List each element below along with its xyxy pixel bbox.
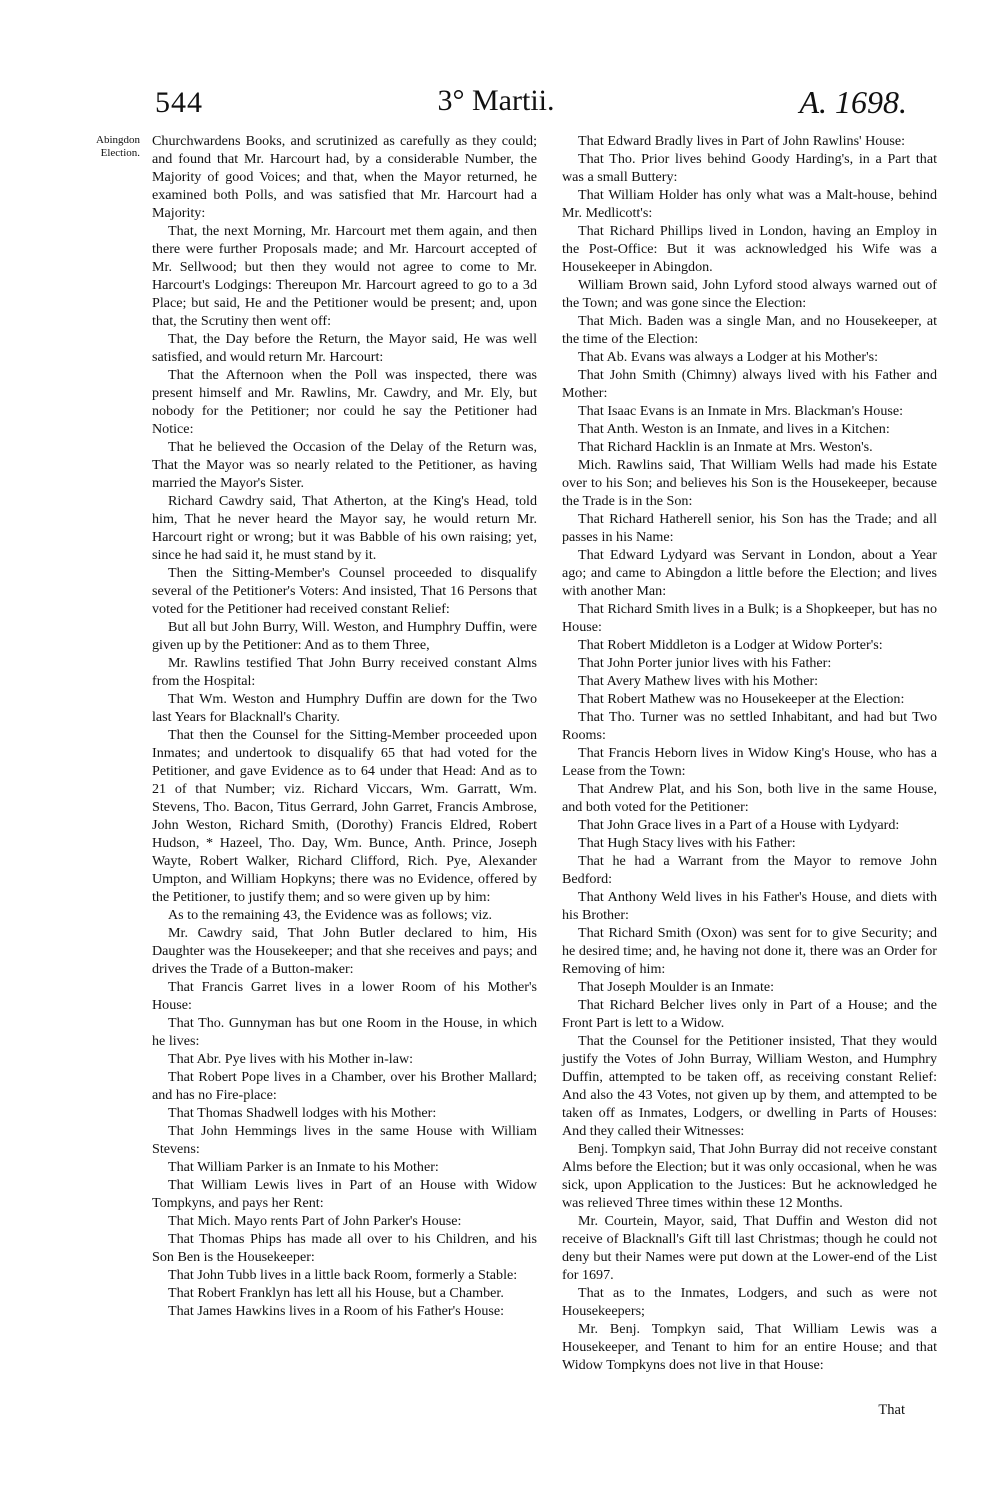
paragraph: That Thomas Shadwell lodges with his Mother: — [168, 1105, 437, 1121]
paragraph: That Ab. Evans was always a Lodger at his Mother's: — [578, 349, 879, 365]
paragraph: That William Parker is an Inmate to his Mother: — [168, 1159, 439, 1175]
page-year: A. 1698. — [799, 84, 907, 120]
paragraph: That William Holder has only what was a Malt-house, behind Mr. Medlicott's: — [562, 187, 937, 221]
paragraph: That Andrew Plat, and his Son, both live in the same House, and both voted for the Petitioner: — [562, 781, 937, 815]
paragraph: That Richard Smith (Oxon) was sent for to give Security; and he desired time; and, he having not done it, there was an Order for Removing of him: — [562, 925, 937, 977]
paragraph: That John Porter junior lives with his Father: — [578, 655, 832, 671]
paragraph: That, the Day before the Return, the Mayor said, He was well satisfied, and would return Mr. Harcourt: — [152, 331, 537, 365]
paragraph: That he believed the Occasion of the Delay of the Return was, That the Mayor was so nearly related to the Petitioner, as having married the Mayor's Sister. — [152, 439, 537, 491]
paragraph: That Robert Pope lives in a Chamber, over his Brother Mallard; and has no Fire-place: — [152, 1069, 537, 1103]
paragraph: That Francis Garret lives in a lower Room of his Mother's House: — [152, 979, 537, 1013]
paragraph: William Brown said, John Lyford stood always warned out of the Town; and was gone since the Election: — [562, 277, 937, 311]
paragraph: That Edward Lydyard was Servant in London, about a Year ago; and came to Abingdon a little before the Election; and lives with another Man: — [562, 547, 937, 599]
paragraph: That William Lewis lives in Part of an House with Widow Tompkyns, and pays her Rent: — [152, 1177, 537, 1211]
paragraph: That the Counsel for the Petitioner insisted, That they would justify the Votes of John Burray, William Weston, and Humphry Duffin, attempted to be taken off, as receiving constant Relief: And also the 43 Votes, not given up by them, and attempted to be taken off as Inmates, Lodgers, or dwelling in Parts of Houses: And they called their Witnesses: — [562, 1033, 937, 1139]
paragraph: That Mich. Baden was a single Man, and no Housekeeper, at the time of the Election: — [562, 313, 937, 347]
paragraph: That Tho. Prior lives behind Goody Harding's, in a Part that was a small Buttery: — [562, 151, 937, 185]
paragraph: Mr. Cawdry said, That John Butler declared to him, His Daughter was the Housekeeper; and that she receives and pays; and drives the Trade of a Button-maker: — [152, 925, 537, 977]
paragraph: As to the remaining 43, the Evidence was as follows; viz. — [168, 907, 493, 923]
paragraph: That Thomas Phips has made all over to his Children, and his Son Ben is the Housekeeper: — [152, 1231, 537, 1265]
paragraph: That the Afternoon when the Poll was inspected, there was present himself and Mr. Rawlins, Mr. Cawdry, and Mr. Ely, but nobody for the Petitioner; nor could he say the Petitioner had Notice: — [152, 367, 537, 437]
paragraph: That Richard Hatherell senior, his Son has the Trade; and all passes in his Name: — [562, 511, 937, 545]
paragraph: That Francis Heborn lives in Widow King's House, who has a Lease from the Town: — [562, 745, 937, 779]
paragraph: Benj. Tompkyn said, That John Burray did not receive constant Alms before the Election; but it was only occasional, when he was sick, upon Application to the Justices: But he acknowledged he was relieved Three times within these 12 Months. — [562, 1141, 937, 1211]
paragraph: That Robert Middleton is a Lodger at Widow Porter's: — [578, 637, 883, 653]
paragraph: That John Tubb lives in a little back Room, formerly a Stable: — [168, 1267, 518, 1283]
paragraph: That Tho. Turner was no settled Inhabitant, and had but Two Rooms: — [562, 709, 937, 743]
page-number: 544 — [155, 86, 203, 119]
paragraph: But all but John Burry, Will. Weston, and Humphry Duffin, were given up by the Petitioner: And as to them Three, — [152, 619, 537, 653]
paragraph: That Isaac Evans is an Inmate in Mrs. Blackman's House: — [578, 403, 904, 419]
paragraph: That then the Counsel for the Sitting-Member proceeded upon Inmates; and undertook to disqualify 65 that had voted for the Petitioner, and gave Evidence as to 64 under that Head: And as to 21 of that Number; viz. Richard Viccars, Wm. Garratt, Wm. Stevens, Tho. Bacon, Titus Gerrard, John Garret, Francis Ambrose, John Weston, Richard Smith, (Dorothy) Francis Eldred, Robert Hudson, * Hazeel, Tho. Day, Wm. Bunce, Anth. Prince, Joseph Wayte, Robert Walker, Richard Clifford, Rich. Pye, Alexander Umpton, and William Hopkyns; there was no Evidence, offered by the Petitioner, to justify them; and so were given up by him: — [152, 727, 537, 905]
paragraph: That John Smith (Chimny) always lived with his Father and Mother: — [562, 367, 937, 401]
paragraph: That John Grace lives in a Part of a House with Lydyard: — [578, 817, 900, 833]
margin-note: Abingdon Election. — [96, 134, 140, 159]
catchword: That — [878, 1402, 905, 1418]
paragraph: That Edward Bradly lives in Part of John Rawlins' House: — [578, 133, 906, 149]
paragraph: That Anthony Weld lives in his Father's House, and diets with his Brother: — [562, 889, 937, 923]
paragraph: That Avery Mathew lives with his Mother: — [578, 673, 819, 689]
paragraph: That Hugh Stacy lives with his Father: — [578, 835, 796, 851]
page-date-heading: 3° Martii. — [437, 84, 555, 117]
paragraph: That Joseph Moulder is an Inmate: — [578, 979, 775, 995]
paragraph: That Tho. Gunnyman has but one Room in the House, in which he lives: — [152, 1015, 537, 1049]
paragraph: Mich. Rawlins said, That William Wells had made his Estate over to his Son; and believes his Son is the Housekeeper, because the Trade is in the Son: — [562, 457, 937, 509]
paragraph: That, the next Morning, Mr. Harcourt met them again, and then there were further Proposals made; and Mr. Harcourt accepted of Mr. Sellwood; but then they would not agree to come to Mr. Harcourt's Lodgings: Thereupon Mr. Harcourt agreed to go to a 3d Place; but said, He and the Petitioner would be present; and, upon that, the Scrutiny then went off: — [152, 223, 537, 329]
paragraph: That Richard Hacklin is an Inmate at Mrs. Weston's. — [578, 439, 873, 455]
paragraph: That Anth. Weston is an Inmate, and lives in a Kitchen: — [578, 421, 890, 437]
paragraph: Mr. Benj. Tompkyn said, That William Lewis was a Housekeeper, and Tenant to him for an entire House; and that Widow Tompkyns does not live in that House: — [562, 1321, 937, 1373]
left-column — [152, 132, 537, 1320]
paragraph: That Richard Phillips lived in London, having an Employ in the Post-Office: But it was acknowledged his Wife was a Housekeeper in Abingdon. — [562, 223, 937, 275]
paragraph: Mr. Rawlins testified That John Burry received constant Alms from the Hospital: — [152, 655, 537, 689]
paragraph: That Richard Belcher lives only in Part of a House; and the Front Part is lett to a Widow. — [562, 997, 937, 1031]
paragraph: Then the Sitting-Member's Counsel proceeded to disqualify several of the Petitioner's Voters: And insisted, That 16 Persons that voted for the Petitioner had received constant Relief: — [152, 565, 537, 617]
paragraph: Mr. Courtein, Mayor, said, That Duffin and Weston did not receive of Blacknall's Gift till last Christmas; though he could not deny but their Names were put down at the Lower-end of the List for 1697. — [562, 1213, 937, 1283]
paragraph: Richard Cawdry said, That Atherton, at the King's Head, told him, That he never heard the Mayor say, he would return Mr. Harcourt right or wrong; but it was Babble of his own raising; yet, since he had said it, he must stand by it. — [152, 493, 537, 563]
paragraph: That Abr. Pye lives with his Mother in-law: — [168, 1051, 414, 1067]
paragraph: That Richard Smith lives in a Bulk; is a Shopkeeper, but has no House: — [562, 601, 937, 635]
right-column — [562, 132, 937, 1374]
paragraph: That he had a Warrant from the Mayor to remove John Bedford: — [562, 853, 937, 887]
paragraph: Churchwardens Books, and scrutinized as carefully as they could; and found that Mr. Harcourt had, by a considerable Number, the Majority of good Voices; and that, when the Mayor returned, he examined both Polls, and was satisfied that Mr. Harcourt had a Majority: — [152, 133, 537, 221]
paragraph: That Wm. Weston and Humphry Duffin are down for the Two last Years for Blacknall's Charity. — [152, 691, 537, 725]
paragraph: That Mich. Mayo rents Part of John Parker's House: — [168, 1213, 462, 1229]
paragraph: That James Hawkins lives in a Room of his Father's House: — [168, 1303, 505, 1319]
paragraph: That Robert Mathew was no Housekeeper at the Election: — [578, 691, 905, 707]
paragraph: That as to the Inmates, Lodgers, and such as were not Housekeepers; — [562, 1285, 937, 1319]
paragraph: That John Hemmings lives in the same House with William Stevens: — [152, 1123, 537, 1157]
paragraph: That Robert Franklyn has lett all his House, but a Chamber. — [168, 1285, 504, 1301]
